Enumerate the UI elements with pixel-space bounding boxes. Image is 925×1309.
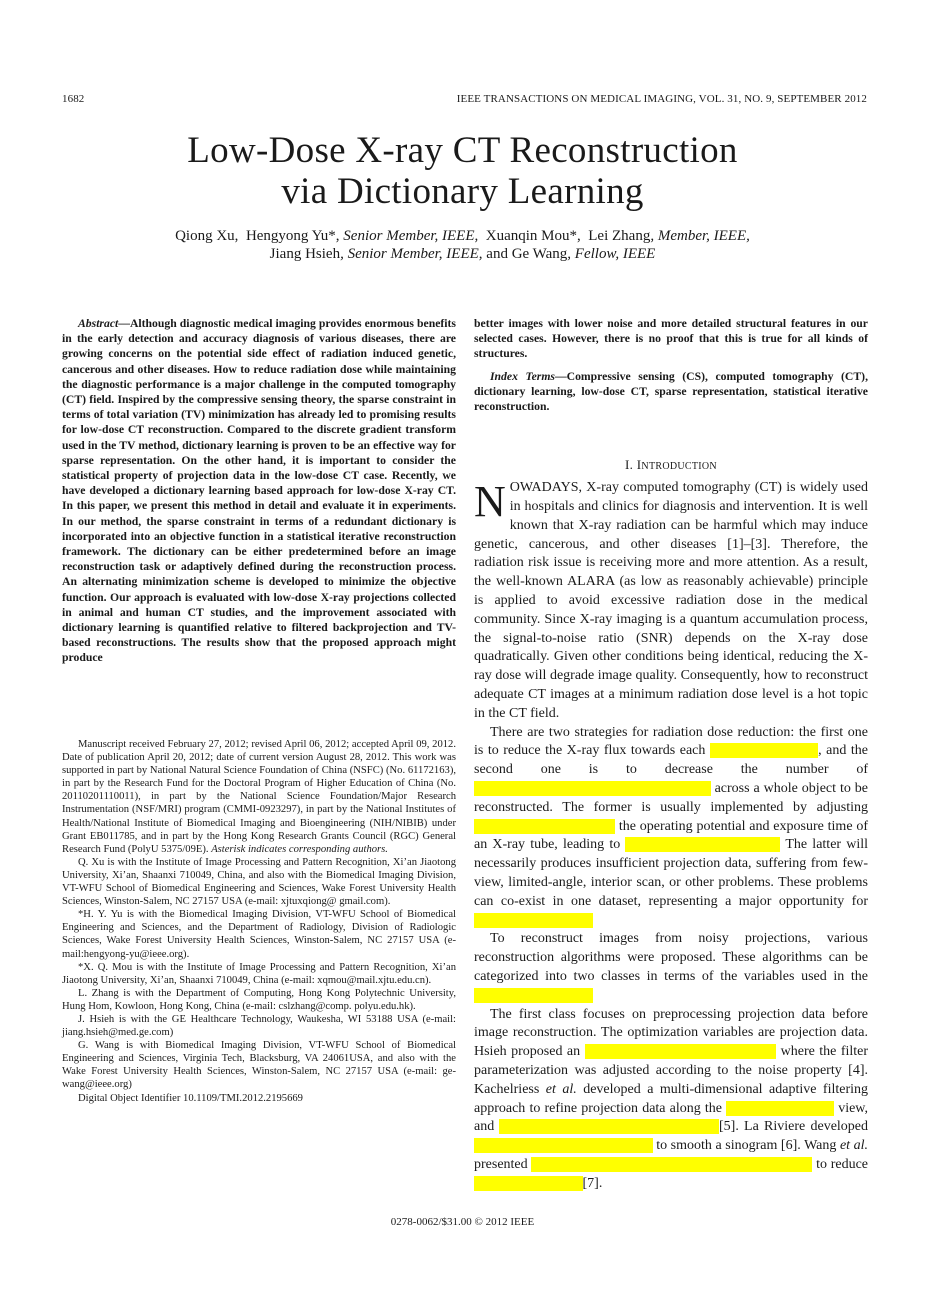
footnote-mou: *X. Q. Mou is with the Institute of Image Processing and Pattern Recognition, Xi’an Jiaotong University, Xi’an, Shaanxi 710049, China (e-mail: xqmou@mail.xjtu.edu.cn).	[62, 961, 456, 986]
footnote-zhang: L. Zhang is with the Department of Computing, Hong Kong Polytechnic University, Hung Hom, Kowloon, Hong Kong, China (e-mail: cslzhang@comp. polyu.edu.hk).	[62, 987, 456, 1012]
title-line-2: via Dictionary Learning	[281, 171, 644, 212]
author-xu: Qiong Xu,	[175, 228, 239, 244]
p4-text-k: [7].	[582, 1175, 603, 1191]
author-hsieh-role: , Senior Member, IEEE,	[340, 246, 483, 262]
redacted-highlight	[474, 1176, 583, 1191]
paper-title	[0, 130, 925, 212]
p4-text-d: developed a multi-dimensional adaptive filtering approach to refine projection data along the	[474, 1081, 869, 1116]
index-terms-text: —Compressive sensing (CS), computed tomography (CT), dictionary learning, low-dose CT, sparse representation, statistical iterative reconstruction.	[474, 369, 868, 414]
abstract-continuation: better images with lower noise and more detailed structural features in our selected cases. However, there is no proof that this is true for all kinds of structures.	[474, 317, 868, 361]
p2-text-c: across a whole object to be reconstructed. The former is usually implemented by adjusting	[474, 780, 869, 815]
author-yu: Hengyong Yu*,	[245, 228, 340, 244]
redacted-highlight	[474, 988, 593, 1003]
author-yu-role: Senior Member, IEEE,	[343, 228, 479, 244]
author-wang-role: , Fellow, IEEE	[567, 246, 656, 262]
redacted-highlight	[710, 743, 818, 758]
author-wang: and Ge Wang	[486, 246, 568, 262]
journal-header: IEEE TRANSACTIONS ON MEDICAL IMAGING, VOL. 31, NO. 9, SEPTEMBER 2012	[456, 93, 867, 105]
intro-paragraph-3	[474, 930, 868, 1005]
p3-text-a: To reconstruct images from noisy projections, various reconstruction algorithms were proposed. These algorithms can be categorized into two classes in terms of the variables used in the	[474, 931, 868, 984]
footnote-hsieh: J. Hsieh is with the GE Healthcare Technology, Waukesha, WI 53188 USA (e-mail: jiang.hsieh@med.ge.com)	[62, 1013, 456, 1039]
p4-text-j: to reduce	[816, 1156, 869, 1172]
left-column	[62, 316, 456, 666]
section-number: I.	[625, 457, 634, 473]
section-heading	[474, 457, 868, 473]
index-terms	[474, 369, 868, 415]
author-line-1	[60, 227, 865, 245]
footnotes	[62, 738, 456, 1105]
p4-et-al-2: et al.	[839, 1138, 869, 1154]
copyright-footer: 0278-0062/$31.00 © 2012 IEEE	[390, 1216, 535, 1228]
redacted-highlight	[531, 1157, 812, 1172]
footnote-xu: Q. Xu is with the Institute of Image Processing and Pattern Recognition, Xi’an Jiaotong University, Xi’an, Shaanxi 710049, China, and also with the Biomedical Imaging Division, VT-WFU School of Biomedical Engineering and Sciences, Wake Forest University Health Sciences, Winston-Salem, NC 27157 USA (e-mail: xjtuxqiong@ gmail.com).	[62, 856, 456, 908]
author-mou: Xuanqin Mou*,	[485, 228, 581, 244]
author-zhang-role: , Member, IEEE,	[650, 228, 750, 244]
abstract-text: —Although diagnostic medical imaging provides enormous benefits in the early detection and accuracy diagnosis of various diseases, there are growing concerns on the potential side effect of radiation induced genetic, cancerous and other diseases. How to reduce radiation dose while maintaining the diagnostic performance is a major challenge in the computed tomography (CT) field. Inspired by the compressive sensing theory, the sparse constraint in terms of total variation (TV) minimization has already led to promising results for low-dose CT reconstruction. Compared to the discrete gradient transform used in the TV method, dictionary learning is proven to be an effective way for sparse representation. On the other hand, it is important to consider the statistical property of projection data in the low-dose CT case. Recently, we have developed a dictionary learning based approach for low-dose X-ray CT. In this paper, we present this method in detail and evaluate it in experiments. In our method, the sparse constraint in terms of a redundant dictionary is incorporated into an objective function in a statistical iterative reconstruction framework. The dictionary can be either predetermined before an image reconstruction task or adaptively defined during the reconstruction process. An alternating minimization scheme is developed to minimize the objective function. Our approach is evaluated with low-dose X-ray projections collected in animal and human CT studies, and the improvement associated with dictionary learning is quantified relative to filtered backprojection and TV-based reconstructions. The results show that the proposed approach might produce	[62, 317, 456, 665]
p4-text-f: [5]. La Riviere developed	[719, 1119, 869, 1135]
abstract-label: Abstract	[78, 317, 119, 330]
footnote-asterisk-note: Asterisk indicates corresponding authors.	[211, 843, 388, 855]
p2-text-e: The latter will necessarily produces insufficient projection data, suffering from few-view, limited-angle, interior scan, or other problems. These problems can co-exist in one dataset, representing a major opportunity for	[474, 837, 869, 909]
intro-paragraph-1	[474, 479, 868, 723]
author-list	[60, 227, 865, 263]
abstract	[62, 316, 456, 666]
p4-text-g: to smooth a sinogram [6]. Wang	[656, 1138, 837, 1154]
p4-text-e: view, and	[474, 1100, 869, 1135]
footnote-manuscript-text: Manuscript received February 27, 2012; revised April 06, 2012; accepted April 09, 2012. Date of publication April 20, 2012; date of current version August 28, 2012. This work was supported in part by National Natural Science Foundation of China (NSFC) (No. 61172163), in part by the Research Fund for the Doctoral Program of Higher Education of China (No. 20110201110011), in part by the National Science Foundation/Major Research Instrumentation (NSF/MRI) program (CMMI-0923297), in part by the National Institutes of Health/National Institute of Biomedical Imaging and Bioengineering (NIH/NIBIB) under Grant EB011785, and in part by the Hong Kong Research Grants Council (RGC) General Research Fund (PolyU 5375/09E).	[62, 739, 456, 855]
redacted-highlight	[474, 1138, 653, 1153]
p2-text-d: the operating potential and exposure time of an X-ray tube, leading to	[474, 818, 869, 853]
redacted-highlight	[625, 837, 780, 852]
author-zhang: Lei Zhang	[588, 228, 651, 244]
section-title-rest: NTRODUCTION	[641, 461, 717, 473]
intro-paragraph-2	[474, 724, 868, 931]
redacted-highlight	[726, 1101, 834, 1116]
redacted-highlight	[474, 819, 615, 834]
footnote-wang: G. Wang is with Biomedical Imaging Division, VT-WFU School of Biomedical Engineering and Sciences, Virginia Tech, Blacksburg, VA 24061USA, and also with the Wake Forest University Health Sciences, Winston-Salem, NC 27157 USA (e-mail: ge-wang@ieee.org)	[62, 1040, 456, 1091]
p4-text-i: presented	[474, 1156, 528, 1172]
author-line-2	[60, 245, 865, 263]
drop-cap: N	[474, 477, 506, 527]
p2-text-a: There are two strategies for radiation dose reduction: the first one is to reduce the X-ray flux towards each	[474, 724, 868, 759]
p2-text-b: , and the second one is to decrease the number of	[474, 743, 868, 778]
title-line-1: Low-Dose X-ray CT Reconstruction	[187, 130, 738, 171]
right-column	[474, 316, 868, 1194]
redacted-highlight	[474, 913, 593, 928]
redacted-highlight	[499, 1119, 719, 1134]
p4-text-b: where the filter parameterization was adjusted according to the noise property [4]. Kachelriess	[474, 1044, 869, 1097]
p4-et-al: et al.	[545, 1081, 577, 1097]
redacted-highlight	[474, 781, 711, 796]
redacted-highlight	[585, 1044, 777, 1059]
intro-paragraph-1-text: OWADAYS, X-ray computed tomography (CT) is widely used in hospitals and clinics for diagnosis and intervention. It is well known that X-ray radiation can be harmful which may induce genetic, cancerous, and other diseases [1]–[3]. Therefore, the radiation risk issue is receiving more and more attention. As a result, the well-known ALARA (as low as reasonably achievable) principle is applied to avoid excessive radiation dose in the medical community. Since X-ray imaging is a quantum accumulation process, the signal-to-noise ratio (SNR) depends on the X-ray dose quadratically. Given other conditions being identical, reducing the X-ray dose will degrade image quality. Consequently, how to reconstruct adequate CT images at a minimum radiation dose level is a hot topic in the CT field.	[474, 480, 868, 721]
index-terms-label: Index Terms	[490, 369, 555, 383]
footnote-yu: *H. Y. Yu is with the Biomedical Imaging Division, VT-WFU School of Biomedical Engineering and Sciences, and the Department of Radiology, Division of Radiologic Sciences, Wake Forest University Health Sciences, Winston-Salem, NC 27157 USA (e-mail:hengyong-yu@ieee.org).	[62, 909, 456, 960]
author-hsieh: Jiang Hsieh	[269, 246, 341, 262]
intro-paragraph-4	[474, 1006, 868, 1194]
page-number: 1682	[62, 93, 85, 105]
section-title-cap: I	[636, 457, 642, 473]
footnote-manuscript	[62, 738, 456, 856]
footnote-doi: Digital Object Identifier 10.1109/TMI.2012.2195669	[78, 1092, 303, 1104]
p4-text-a: The first class focuses on preprocessing projection data before image reconstruction. The optimization variables are projection data. Hsieh proposed an	[474, 1006, 868, 1060]
